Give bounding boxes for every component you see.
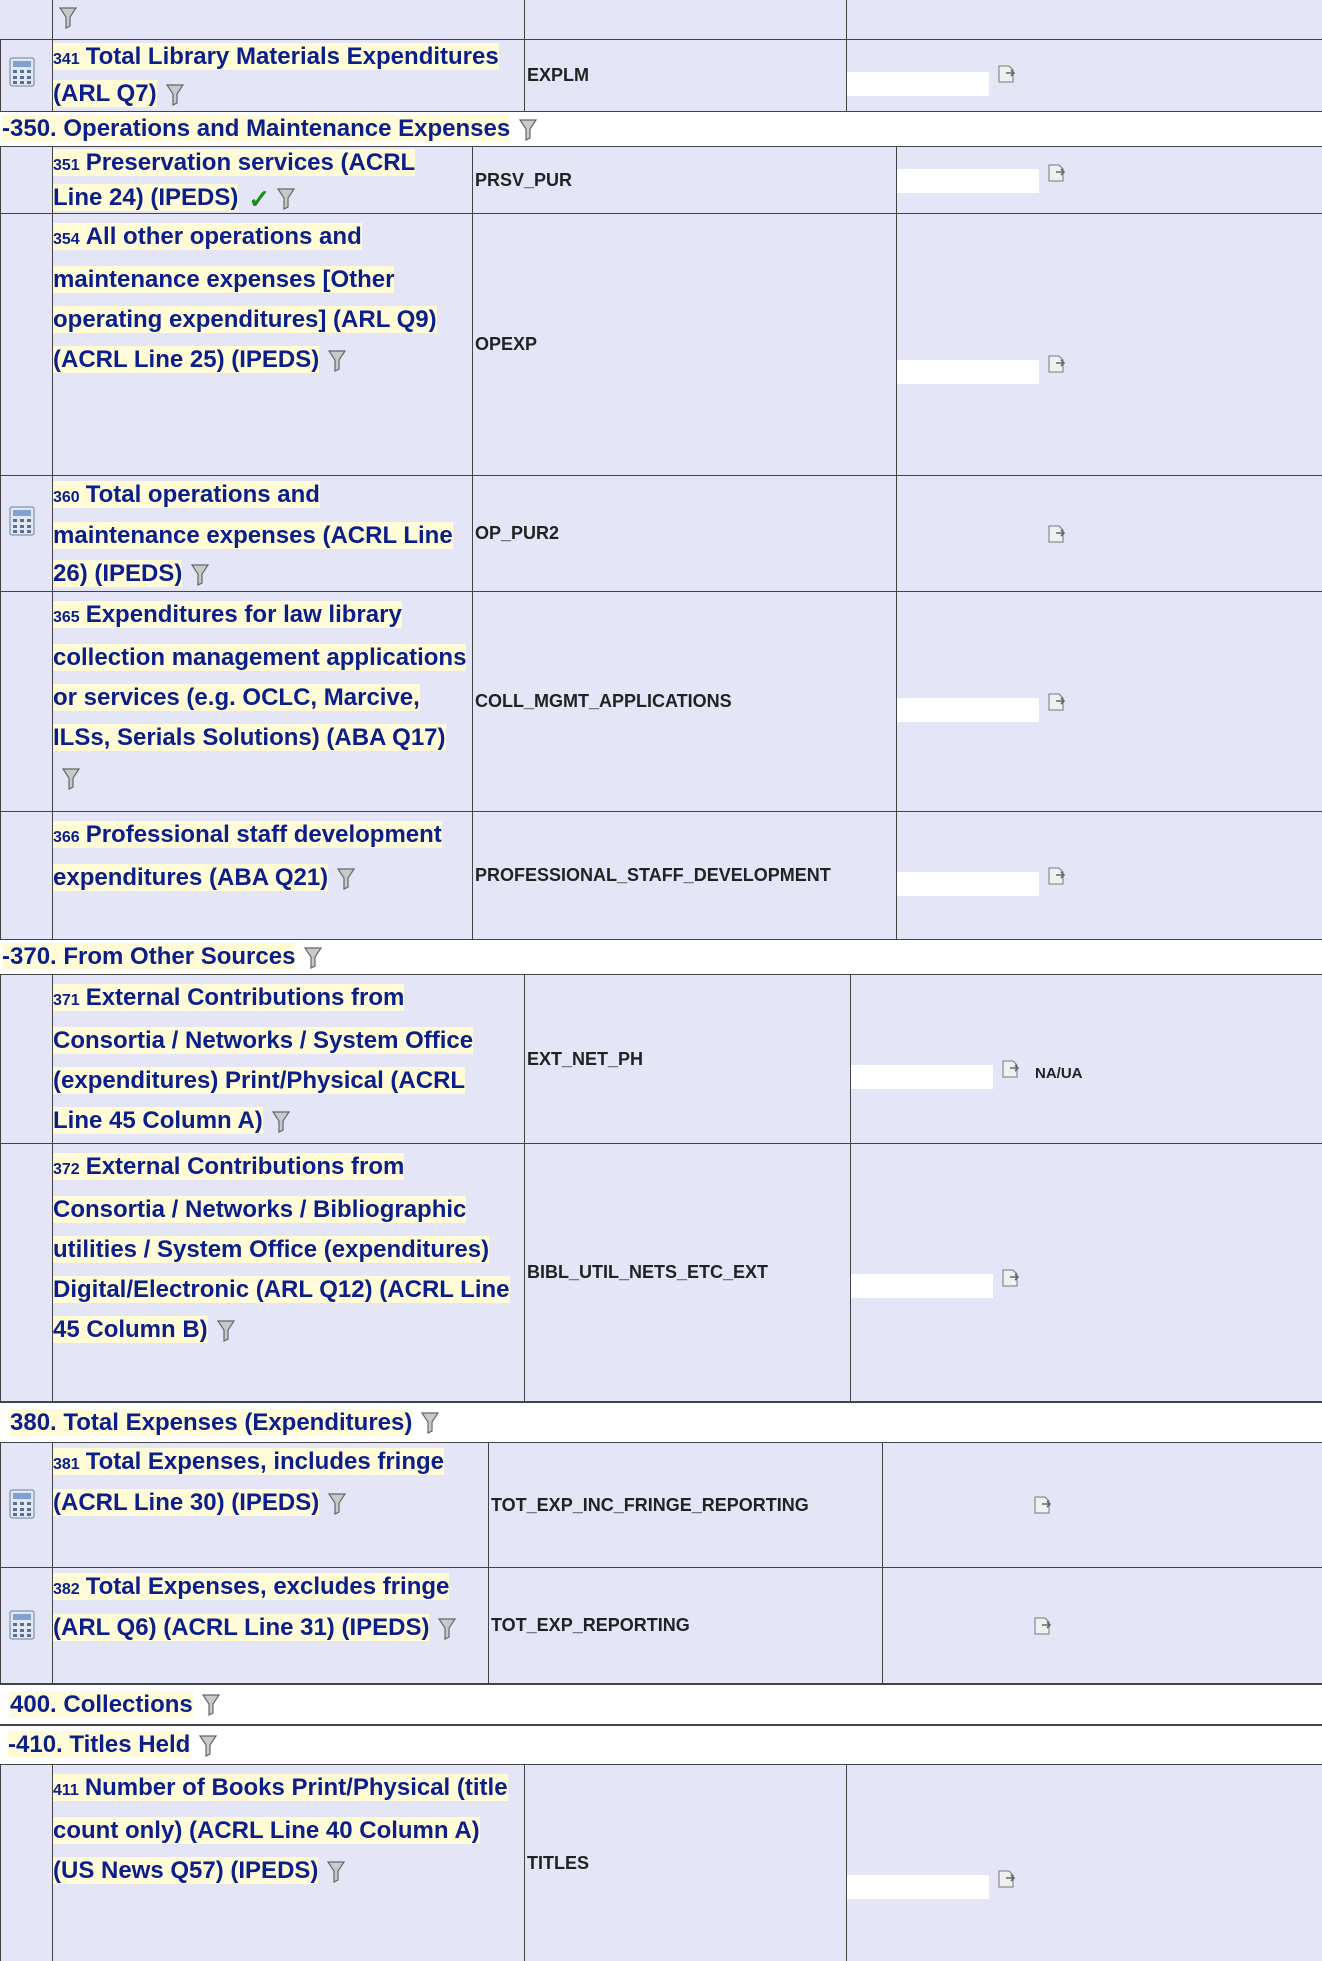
funnel-filter-icon[interactable] — [327, 1492, 347, 1516]
calculator-icon — [9, 506, 35, 536]
value-cell — [896, 214, 1322, 475]
row-icon-cell — [0, 975, 52, 1143]
value-cell — [896, 812, 1322, 939]
funnel-filter-icon[interactable] — [58, 6, 78, 30]
table-row-360 — [0, 475, 1322, 591]
item-label-link[interactable]: Preservation services (ACRL Line 24) (IPEDS) — [53, 149, 415, 211]
row-icon-cell — [0, 1568, 52, 1683]
label-cell — [52, 476, 472, 591]
edit-note-icon[interactable] — [1047, 524, 1065, 544]
section-header-380 — [0, 1401, 1322, 1443]
value-cell — [882, 1568, 1322, 1683]
section-title: 380. Total Expenses (Expenditures) — [10, 1408, 413, 1436]
funnel-filter-icon[interactable] — [518, 118, 538, 142]
section-title: -410. Titles Held — [8, 1731, 191, 1758]
calculator-icon — [9, 1489, 35, 1519]
code-cell — [472, 476, 896, 591]
label-cell — [52, 147, 472, 213]
partial-row-top — [0, 0, 1322, 39]
variable-code: OP_PUR2 — [475, 523, 560, 543]
item-label-link[interactable]: External Contributions from Consortia / Networks / System Office (expenditures) Print/Physical (ACRL Line 45 Column A) — [53, 984, 474, 1134]
variable-code: TITLES — [527, 1852, 589, 1873]
label-cell — [52, 1765, 524, 1961]
value-input[interactable] — [847, 1875, 989, 1899]
table-row-372 — [0, 1143, 1322, 1401]
row-icon-cell — [0, 1443, 52, 1567]
item-label-link[interactable]: All other operations and maintenance expenses [Other operating expenditures] (ARL Q9) (ACRL Line 25) (IPEDS) — [53, 223, 437, 373]
row-icon-cell — [0, 812, 52, 939]
label-cell — [52, 214, 472, 475]
value-cell — [850, 1144, 1322, 1401]
item-label-link[interactable]: External Contributions from Consortia / Networks / Bibliographic utilities / System Office (expenditures) Digital/Electronic (ARL Q12) (ACRL Line 45 Column B) — [53, 1153, 510, 1343]
label-cell — [52, 1443, 488, 1567]
edit-note-icon[interactable] — [1047, 163, 1065, 183]
funnel-filter-icon[interactable] — [216, 1319, 236, 1343]
funnel-filter-icon[interactable] — [201, 1693, 221, 1717]
value-input[interactable] — [897, 360, 1039, 384]
value-input[interactable] — [851, 1065, 993, 1089]
section-header-370 — [0, 939, 1322, 975]
variable-code: PROFESSIONAL_STAFF_DEVELOPMENT — [475, 865, 831, 885]
label-cell — [52, 592, 472, 811]
section-header-350 — [0, 111, 1322, 147]
label-cell — [52, 975, 524, 1143]
item-number: 372 — [53, 1161, 80, 1178]
table-row-341 — [0, 39, 1322, 111]
variable-code: EXT_NET_PH — [527, 1048, 644, 1069]
value-input[interactable] — [851, 1274, 993, 1298]
edit-note-icon[interactable] — [997, 64, 1015, 84]
table-row-354 — [0, 213, 1322, 475]
item-number: 351 — [53, 157, 80, 174]
item-label-link[interactable]: Expenditures for law library collection management applications or services (e.g. OCLC, Marcive, ILSs, Serials Solutions) (ABA Q17) — [53, 601, 467, 751]
edit-note-icon[interactable] — [1033, 1616, 1051, 1636]
value-cell — [846, 40, 1322, 111]
item-label-link[interactable]: Total Expenses, excludes fringe (ARL Q6) (ACRL Line 31) (IPEDS) — [53, 1573, 450, 1641]
code-cell — [524, 1144, 850, 1401]
section-title: -350. Operations and Maintenance Expenses — [2, 115, 511, 142]
table-row-382 — [0, 1567, 1322, 1683]
row-icon-cell — [0, 1144, 52, 1401]
code-cell — [472, 812, 896, 939]
item-label-link[interactable]: Total operations and maintenance expenses (ACRL Line 26) (IPEDS) — [53, 481, 453, 587]
code-cell — [488, 1443, 882, 1567]
label-cell — [52, 812, 472, 939]
table-row-351 — [0, 147, 1322, 213]
item-number: 382 — [53, 1581, 80, 1598]
section-title: 400. Collections — [10, 1690, 193, 1718]
funnel-filter-icon[interactable] — [303, 946, 323, 970]
variable-code: OPEXP — [475, 334, 538, 354]
variable-code: PRSV_PUR — [475, 169, 573, 190]
funnel-filter-icon[interactable] — [437, 1617, 457, 1641]
funnel-filter-icon[interactable] — [190, 563, 210, 587]
table-row-366 — [0, 811, 1322, 939]
funnel-filter-icon[interactable] — [198, 1734, 218, 1758]
item-number: 354 — [53, 231, 80, 248]
item-number: 366 — [53, 829, 80, 846]
code-cell — [524, 40, 846, 111]
code-cell — [472, 592, 896, 811]
funnel-filter-icon[interactable] — [327, 349, 347, 373]
value-cell — [896, 592, 1322, 811]
value-cell — [882, 1443, 1322, 1567]
code-cell — [472, 147, 896, 213]
variable-code: EXPLM — [527, 65, 590, 85]
code-cell — [488, 1568, 882, 1683]
funnel-filter-icon[interactable] — [336, 867, 356, 891]
code-cell — [472, 214, 896, 475]
edit-note-icon[interactable] — [1033, 1495, 1051, 1515]
funnel-filter-icon[interactable] — [165, 83, 185, 107]
variable-code: TOT_EXP_INC_FRINGE_REPORTING — [491, 1494, 809, 1515]
item-label-link[interactable]: Professional staff development expenditures (ABA Q21) — [53, 821, 442, 891]
item-label-link[interactable]: Number of Books Print/Physical (title count only) (ACRL Line 40 Column A) (US News Q57) (IPEDS) — [53, 1774, 508, 1884]
section-header-400 — [0, 1683, 1322, 1725]
code-cell — [524, 1765, 846, 1961]
item-number: 360 — [53, 489, 80, 506]
table-row-371 — [0, 975, 1322, 1143]
edit-note-icon[interactable] — [1001, 1059, 1019, 1079]
edit-note-icon[interactable] — [1047, 692, 1065, 712]
table-row-381 — [0, 1443, 1322, 1567]
row-icon-cell — [0, 147, 52, 213]
label-cell — [52, 1568, 488, 1683]
item-number: 411 — [53, 1782, 79, 1799]
checkmark-icon: ✓ — [248, 183, 271, 213]
calculator-icon — [9, 57, 35, 87]
row-icon-cell — [0, 476, 52, 591]
row-icon-cell — [0, 1765, 52, 1961]
section-title: -370. From Other Sources — [2, 943, 296, 970]
row-icon-cell — [0, 40, 52, 111]
table-row-411 — [0, 1765, 1322, 1961]
value-input[interactable] — [897, 169, 1039, 193]
row-icon-cell — [0, 214, 52, 475]
funnel-filter-icon[interactable] — [420, 1411, 440, 1435]
variable-code: COLL_MGMT_APPLICATIONS — [475, 691, 732, 711]
value-cell — [846, 1765, 1322, 1961]
variable-code: TOT_EXP_REPORTING — [491, 1615, 690, 1635]
item-number: 381 — [53, 1456, 80, 1473]
funnel-filter-icon[interactable] — [276, 187, 296, 211]
na-ua-note: NA/UA — [1035, 1065, 1083, 1082]
item-label-link[interactable]: Total Library Materials Expenditures (ARL Q7) — [53, 43, 499, 107]
label-cell — [52, 1144, 524, 1401]
item-number: 341 — [53, 51, 80, 68]
value-cell — [896, 476, 1322, 591]
edit-note-icon[interactable] — [1001, 1268, 1019, 1288]
calculator-icon — [9, 1610, 35, 1640]
table-row-365 — [0, 591, 1322, 811]
value-cell — [850, 975, 1322, 1143]
value-input[interactable] — [897, 698, 1039, 722]
edit-note-icon[interactable] — [997, 1869, 1015, 1889]
row-icon-cell — [0, 592, 52, 811]
funnel-filter-icon[interactable] — [61, 767, 81, 791]
item-label-link[interactable]: Total Expenses, includes fringe (ACRL Line 30) (IPEDS) — [53, 1448, 445, 1516]
item-number: 365 — [53, 609, 80, 626]
label-cell — [52, 40, 524, 111]
value-input[interactable] — [897, 872, 1039, 896]
edit-note-icon[interactable] — [1047, 354, 1065, 374]
item-number: 371 — [53, 992, 80, 1009]
value-cell — [896, 147, 1322, 213]
variable-code: BIBL_UTIL_NETS_ETC_EXT — [527, 1262, 769, 1282]
value-input[interactable] — [847, 72, 989, 96]
funnel-filter-icon[interactable] — [271, 1110, 291, 1134]
funnel-filter-icon[interactable] — [326, 1860, 346, 1884]
section-header-410 — [0, 1725, 1322, 1765]
code-cell — [524, 975, 850, 1143]
edit-note-icon[interactable] — [1047, 866, 1065, 886]
